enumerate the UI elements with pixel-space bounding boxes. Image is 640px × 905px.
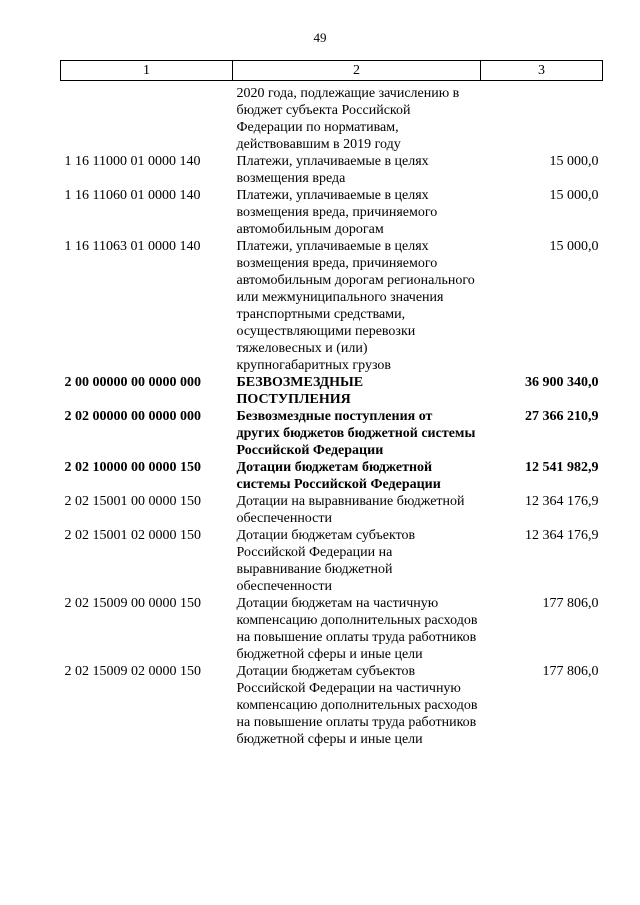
row-amount: 15 000,0 [549,154,599,169]
row-code: 2 02 15009 00 0000 150 [64,596,201,611]
row-amount: 36 900 340,0 [525,375,599,390]
table-row [61,663,603,748]
row-name: Платежи, уплачиваемые в целях возмещения вреда [236,154,429,186]
table-row [61,459,603,493]
row-name: Дотации бюджетам бюджетной системы Российской Федерации [236,460,441,492]
row-amount: 27 366 210,9 [525,409,599,424]
table-row [61,595,603,663]
row-name: Безвозмездные поступления от других бюджетов бюджетной системы Российской Федерации [236,409,476,458]
column-header-name: 2 [233,61,481,81]
row-code: 1 16 11063 01 0000 140 [64,239,201,254]
row-name: Дотации бюджетам субъектов Российской Федерации на частичную компенсацию дополнительных расходов на повышение оплаты труда работников бюджетной сферы и иные цели [236,664,478,747]
row-code: 1 16 11000 01 0000 140 [64,154,201,169]
row-name: Дотации бюджетам на частичную компенсацию дополнительных расходов на повышение оплаты труда работников бюджетной сферы и иные цели [236,596,478,662]
table-row [61,527,603,595]
row-code: 2 02 10000 00 0000 150 [64,460,201,475]
row-code: 1 16 11060 01 0000 140 [64,188,201,203]
column-header-amount: 3 [481,61,603,81]
row-name: Платежи, уплачиваемые в целях возмещения вреда, причиняемого автомобильным дорогам регионального или межмуниципального значения транспортными средствами, осуществляющими перевозки тяжеловесных и (или) крупногабаритных грузов [236,239,475,373]
continuation-amount [481,81,603,154]
budget-table [60,60,603,748]
row-name: Платежи, уплачиваемые в целях возмещения вреда, причиняемого автомобильным дорогам [236,188,438,237]
row-amount: 15 000,0 [549,188,599,203]
row-amount: 15 000,0 [549,239,599,254]
row-code: 2 02 00000 00 0000 000 [64,409,201,424]
page-number: 49 [313,30,327,45]
row-amount: 12 364 176,9 [525,494,599,509]
row-code: 2 02 15001 02 0000 150 [64,528,201,543]
row-amount: 12 364 176,9 [525,528,599,543]
header-row [61,61,603,81]
table-row [61,493,603,527]
row-name: БЕЗВОЗМЕЗДНЫЕ ПОСТУПЛЕНИЯ [236,375,364,407]
continuation-code [61,81,233,154]
row-code: 2 02 15009 02 0000 150 [64,664,201,679]
continuation-row [61,81,603,154]
row-name: Дотации бюджетам субъектов Российской Федерации на выравнивание бюджетной обеспеченности [236,528,416,594]
continuation-text: 2020 года, подлежащие зачислению в бюджет субъекта Российской Федерации по нормативам, действовавшим в 2019 году [236,86,460,152]
table-row [61,408,603,459]
table-row [61,374,603,408]
table-row [61,153,603,187]
row-amount: 12 541 982,9 [525,460,599,475]
row-code: 2 00 00000 00 0000 000 [64,375,201,390]
row-code: 2 02 15001 00 0000 150 [64,494,201,509]
row-amount: 177 806,0 [542,664,599,679]
table-row [61,187,603,238]
table-row [61,238,603,374]
column-header-code: 1 [61,61,233,81]
row-name: Дотации на выравнивание бюджетной обеспеченности [236,494,465,526]
row-amount: 177 806,0 [542,596,599,611]
